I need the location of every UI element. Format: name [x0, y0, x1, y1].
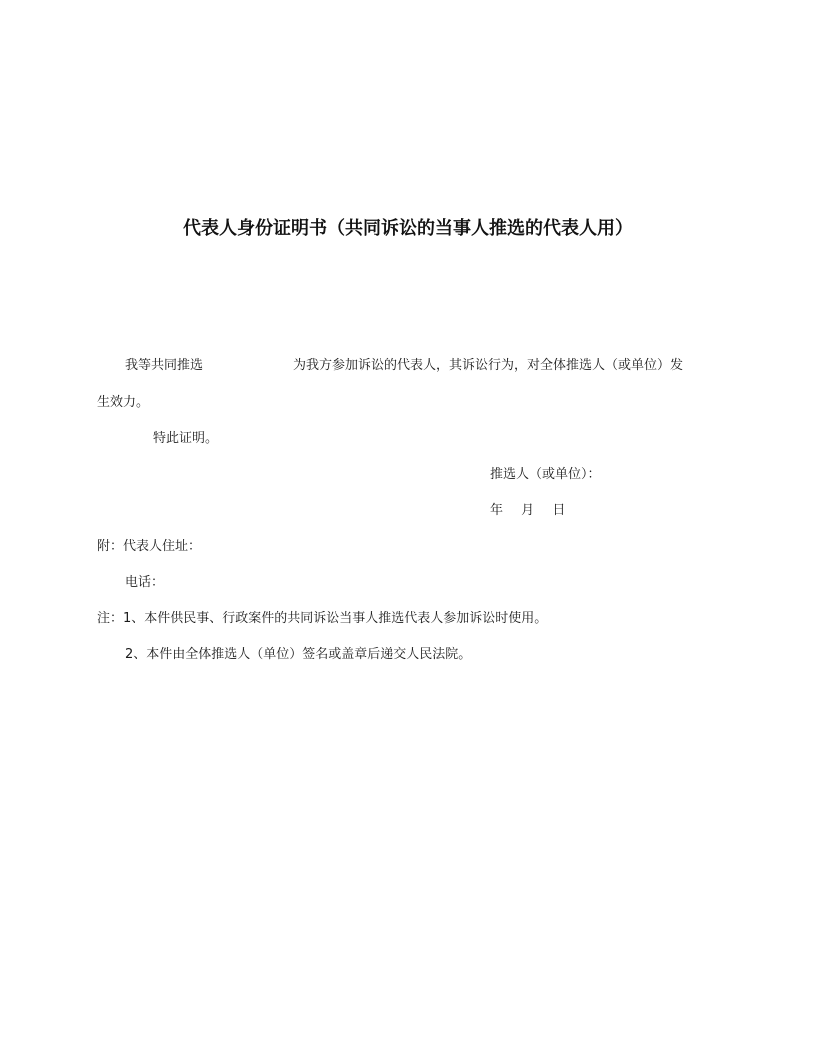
date-year: 年: [490, 503, 504, 518]
date-day: 日: [552, 503, 566, 518]
note-item-1: 注：1、本件供民事、行政案件的共同诉讼当事人推选代表人参加诉讼时使用。: [97, 611, 548, 626]
address-label: 附：代表人住址：: [97, 539, 202, 554]
paragraph-text-end: 生效力。: [97, 395, 150, 410]
date-month: 月: [521, 503, 535, 518]
note-item-2: 2、本件由全体推选人（单位）签名或盖章后递交人民法院。: [125, 647, 472, 662]
signature-label: 推选人（或单位）：: [490, 467, 601, 482]
document-title: 代表人身份证明书（共同诉讼的当事人推选的代表人用）: [183, 218, 633, 239]
certify-statement: 特此证明。: [153, 431, 219, 446]
paragraph-text-start: 我等共同推选: [125, 358, 204, 373]
paragraph-text-middle: 为我方参加诉讼的代表人，其诉讼行为，对全体推选人（或单位）发: [293, 358, 684, 373]
date-line: [490, 502, 579, 520]
phone-label: 电话：: [125, 575, 165, 590]
